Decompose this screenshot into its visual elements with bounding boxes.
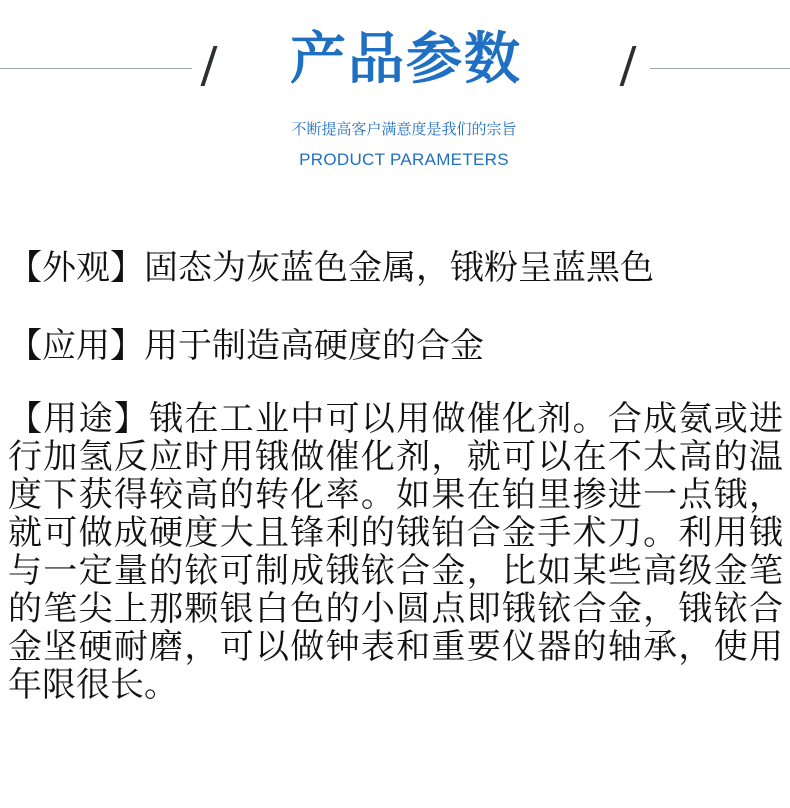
section-subtitle-english: PRODUCT PARAMETERS — [299, 150, 509, 169]
param-appearance — [8, 248, 783, 288]
param-usage-text: 锇在工业中可以用做催化剂。合成氨或进行加氢反应时用锇做催化剂，就可以在不太高的温度下获得较高的转化率。如果在铂里掺进一点锇，就可做成硬度大且锋利的锇铂合金手术刀。利用锇与一定量的铱可制成锇铱合金，比如某些高级金笔的笔尖上那颗银白色的小圆点即锇铱合金，锇铱合金坚硬耐磨，可以做钟表和重要仪器的轴承，使用年限很长。 — [8, 399, 784, 705]
section-title: 产品参数 — [290, 27, 522, 92]
param-usage — [8, 400, 783, 704]
section-subtitle-chinese: 不断提高客户满意度是我们的宗旨 — [291, 120, 517, 138]
param-application-text: 用于制造高硬度的合金 — [144, 326, 484, 366]
header-divider-right — [650, 68, 790, 69]
param-usage-label: 【用途】 — [8, 399, 150, 439]
param-application — [8, 326, 783, 366]
param-appearance-label: 【外观】 — [8, 248, 144, 288]
param-application-label: 【应用】 — [8, 326, 144, 366]
param-appearance-text: 固态为灰蓝色金属，锇粉呈蓝黑色 — [144, 248, 654, 288]
